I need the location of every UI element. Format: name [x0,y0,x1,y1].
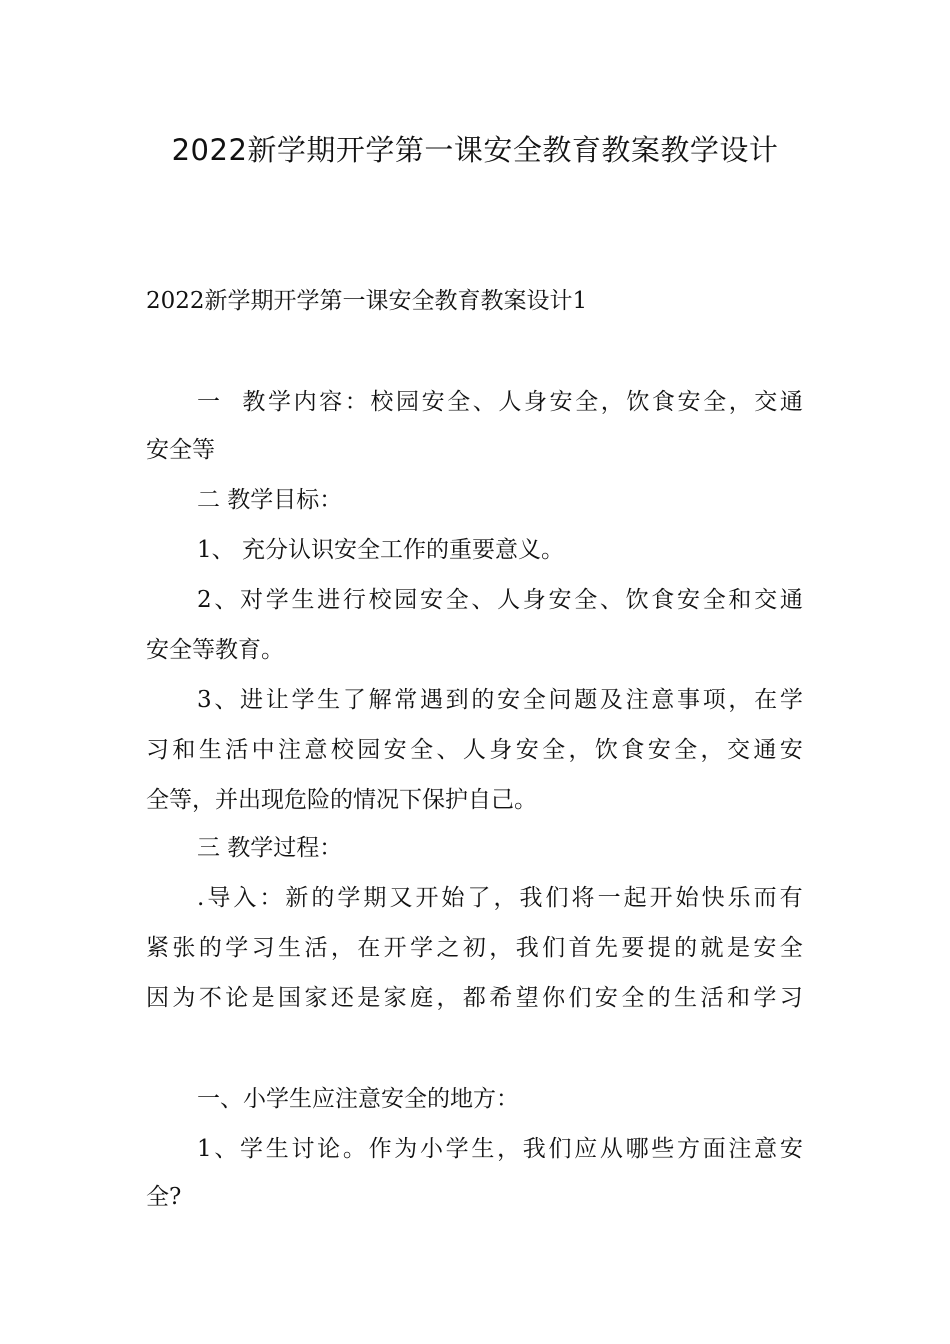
paragraph-line: 一 教 学 内 容 ： 校 园 安 全 、 人 身 安 全 ， 饮 食 安 全 ， 交 通 [197,389,803,415]
paragraph-line: 安全等教育。 [146,637,284,663]
paragraph-line: 3 、 进 让 学 生 了 解 常 遇 到 的 安 全 问 题 及 注 意 事 项 ， 在 学 [197,687,803,713]
section-heading: 2022新学期开学第一课安全教育教案设计1 [146,288,588,314]
paragraph-line: 1 、 学 生 讨 论 。 作 为 小 学 生 ， 我 们 应 从 哪 些 方 面 注 意 安 [197,1136,803,1162]
paragraph-line: 安全等 [146,437,215,463]
paragraph-line: 习 和 生 活 中 注 意 校 园 安 全 、 人 身 安 全 ， 饮 食 安 全 ， 交 通 安 [146,737,803,763]
paragraph-line: 因 为 不 论 是 国 家 还 是 家 庭 ， 都 希 望 你 们 安 全 的 生 活 和 学 习 [146,985,803,1011]
document-title: 2022新学期开学第一课安全教育教案教学设计 [171,133,779,167]
paragraph-line: . 导 入 ： 新 的 学 期 又 开 始 了 ， 我 们 将 一 起 开 始 快 乐 而 有 [197,885,803,911]
paragraph-line: 三 教学过程： [197,835,343,861]
paragraph-line: 全? [146,1184,182,1210]
paragraph-line: 紧 张 的 学 习 生 活 ， 在 开 学 之 初 ， 我 们 首 先 要 提 的 就 是 安 全 [146,935,803,961]
paragraph-line: 全等，并出现危险的情况下保护自己。 [146,787,537,813]
paragraph-line: 2 、 对 学 生 进 行 校 园 安 全 、 人 身 安 全 、 饮 食 安 全 和 交 通 [197,587,803,613]
paragraph-line: 二 教学目标： [197,487,343,513]
paragraph-line: 1、 充分认识安全工作的重要意义。 [197,537,564,563]
paragraph-line: 一、小学生应注意安全的地方： [197,1086,519,1112]
